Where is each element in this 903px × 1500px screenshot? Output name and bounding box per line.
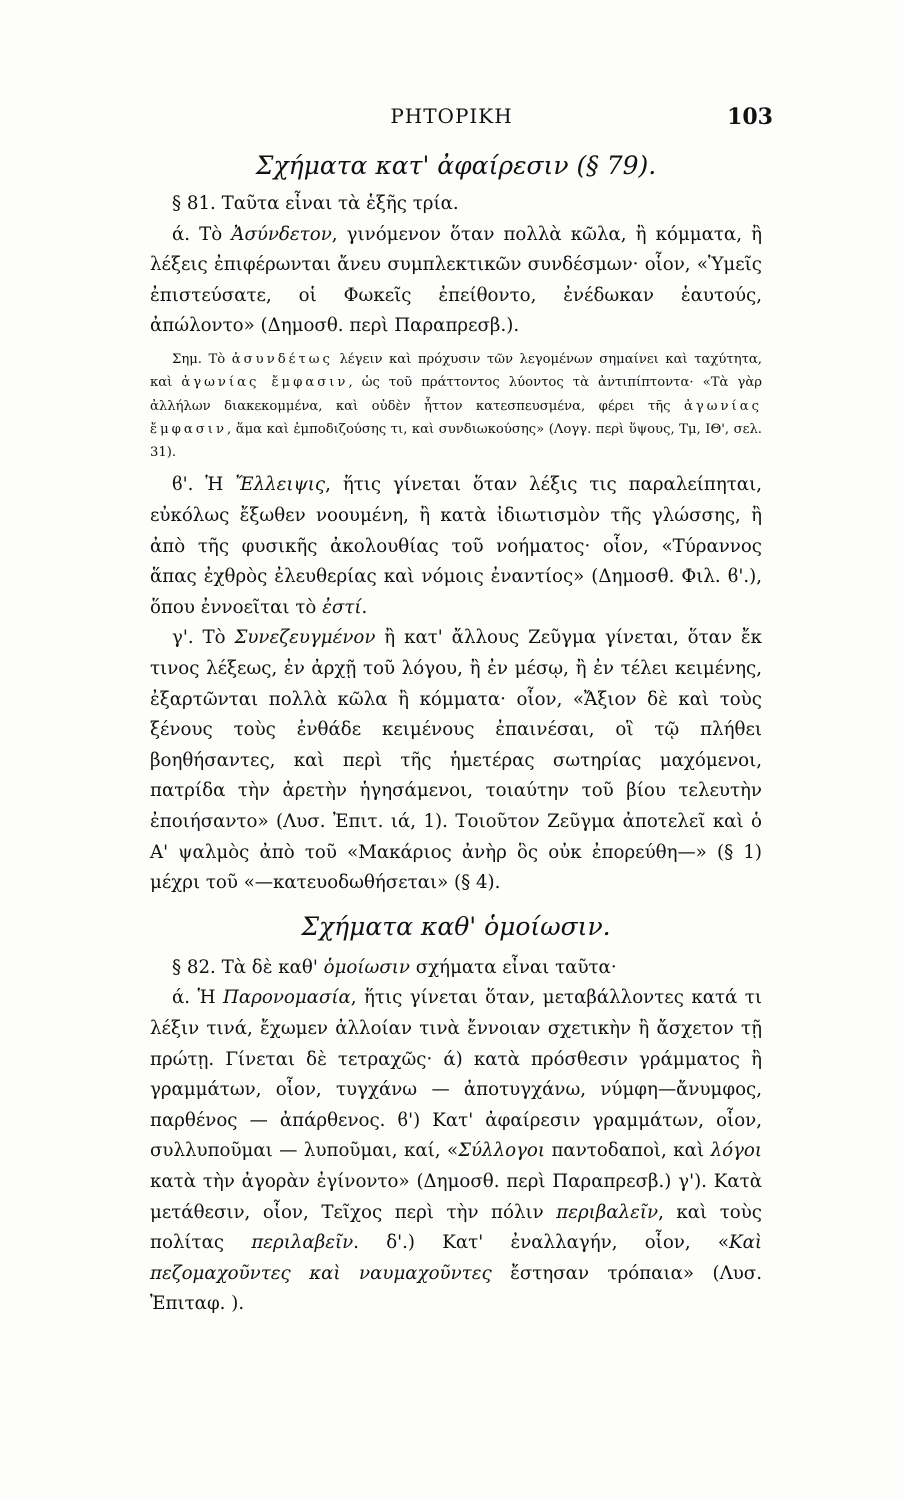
section-heading-homoiosis: Σχήματα καθ' ὁμοίωσιν. <box>301 911 611 941</box>
note-text: , ἅμα καὶ ἐμποδιζούσης τι, καὶ συνδιωκούσης» (Λογγ. περὶ ὕψους, Τμ, ΙΘ', σελ. 31). <box>150 421 762 461</box>
page-body <box>150 148 762 1320</box>
page-header <box>0 104 903 134</box>
paragraph-text: , γινόμενον ὅταν πολλὰ κῶλα, ἢ κόμματα, ἢ λέξεις ἐπιφέρωνται ἄνευ συμπλεκτικῶν συνδέσμων· οἷον, «Ὑμεῖς ἐπιστεύσατε, οἱ Φωκεῖς ἐπείθοντο, ἐνέδωκαν ἑαυτούς, ἀπώλοντο» (Δημοσθ. περὶ Παραπρεσβ.). <box>150 223 762 337</box>
note-text: λέγειν καὶ πρόχυσιν τῶν λεγομένων σημαίνει καὶ ταχύτητα, καὶ <box>150 351 762 391</box>
paragraph-text: . <box>361 596 368 618</box>
paragraph-text: , καὶ τοὺς πολίτας <box>150 1201 762 1254</box>
term-logoi: λόγοι <box>710 1140 762 1162</box>
paragraph-text: , ἥτις γίνεται ὅταν, μεταβάλλοντες κατά τι λέξιν τινά, ἔχωμεν ἀλλοίαν τινὰ ἔννοιαν σχετικὴν ἢ ἄσχετον τῇ πρώτῃ. Γίνεται δὲ τετραχῶς· ά) κατὰ πρόσθεσιν γράμματος ἢ γραμμάτων, οἷον, τυγχάνω — ἀποτυγχάνω, νύμφη—ἄνυμφος, παρθένος — ἀπάρθενος. ϐ') Κατ' ἀφαίρεσιν γραμμάτων, οἷον, συλλυποῦμαι — λυποῦμαι, καί, « <box>150 987 762 1162</box>
note-spaced-term: ἀγωνίας ἔμφασιν <box>181 375 349 391</box>
item-label: γ'. Τὸ <box>172 627 235 649</box>
term-homoiosin: ὁμοίωσιν <box>323 956 410 978</box>
note-spaced-term: ἀσυνδέτως <box>231 351 333 367</box>
section-heading-aphairesis: Σχήματα κατ' ἀφαίρεσιν (§ 79). <box>255 151 657 180</box>
paragraph-asyndeton <box>150 220 762 342</box>
paragraph-zeugma <box>150 623 762 898</box>
paragraph-text: κατὰ τὴν ἀγορὰν ἐγίνοντο» (Δημοσθ. περὶ Παραπρεσβ.) γ'). Κατὰ μετάθεσιν, οἷον, Τεῖχος περὶ τὴν πόλιν <box>150 1170 762 1223</box>
term-syllogoi: Σύλλογοι <box>458 1140 545 1162</box>
paragraph-text: § 82. Τὰ δὲ καθ' <box>172 956 324 978</box>
paragraph-text: ἢ κατ' ἄλλους Ζεῦγμα γίνεται, ὅταν ἔκ τινος λέξεως, ἐν ἀρχῇ τοῦ λόγου, ἢ ἐν μέσῳ, ἢ ἐν τέλει κειμένης, ἐξαρτῶνται πολλὰ κῶλα ἢ κόμματα· οἷον, «Ἄξιον δὲ καὶ τοὺς ξένους τοὺς ἐνθάδε κειμένους ἐπαινέσαι, οἳ τῷ πλήθει βοηθήσαντες, καὶ περὶ τῆς ἡμετέρας σωτηρίας μαχόμενοι, πατρίδα τὴν ἀρετὴν ἡγησάμενοι, τοιαύτην τοῦ βίου τελευτὴν ἐποιήσαντο» (Λυσ. Ἐπιτ. ιά, 1). Τοιοῦτον Ζεῦγμα ἀποτελεῖ καὶ ὁ Α' ψαλμὸς ἀπὸ τοῦ «Μακάριος ἀνὴρ ὃς οὐκ ἐπορεύθη—» (§ 1) μέχρι τοῦ «—κατευοδωθήσεται» (§ 4). <box>150 627 763 894</box>
paragraph-82 <box>150 953 762 984</box>
paragraph-ellipsis <box>150 470 762 623</box>
paragraph-text: παντοδαποὶ, καὶ <box>545 1140 711 1162</box>
paragraph-81: § 81. Ταῦτα εἶναι τὰ ἑξῆς τρία. <box>172 193 459 214</box>
term-paronomasia: Παρονομασία <box>223 987 351 1009</box>
item-label: ά. Ἡ <box>172 987 224 1009</box>
term-esti: ἐστί <box>322 596 362 618</box>
term-synezeugmenon: Συνεζευγμένον <box>234 627 376 649</box>
page-number: 103 <box>727 104 773 130</box>
note-text: , ὡς τοῦ πράττοντος λύοντος τὰ ἀντιπίπτοντα· «Τὰ γὰρ ἀλλήλων διακεκομμένα, καὶ οὐδὲν ἧττον κατεσπευσμένα, φέρει τῆς <box>150 375 763 414</box>
term-ellipsis: Ἔλλειψις <box>235 474 326 496</box>
paragraph-text: ἔστησαν τρόπαια» (Λυσ. Ἐπιταφ. ). <box>150 1262 762 1315</box>
term-peribalein: περιβαλεῖν <box>556 1201 659 1223</box>
paragraph-text: σχήματα εἶναι ταῦτα· <box>409 956 617 978</box>
item-label: ά. Τὸ <box>172 223 232 245</box>
item-label: ϐ'. Ἡ <box>172 474 236 496</box>
running-title: ΡΗΤΟΡΙΚΗ <box>390 104 513 128</box>
note-text: Σημ. Τὸ <box>172 351 232 367</box>
term-pezomachountes: Καὶ πεζομαχοῦντες καὶ ναυμαχοῦντες <box>150 1232 762 1284</box>
paragraph-text: . δ'.) Κατ' ἐναλλαγήν, οἷον, « <box>353 1232 729 1254</box>
paragraph-paronomasia <box>150 983 762 1320</box>
term-perilabein: περιλαβεῖν <box>251 1232 354 1254</box>
note-spaced-term: ἀγωνίας ἔμφασιν <box>150 398 762 437</box>
term-asyndeton: Ἀσύνδετον <box>231 223 332 245</box>
paragraph-text: , ἥτις γίνεται ὅταν λέξις τις παραλείπηται, εὐκόλως ἔξωθεν νοουμένη, ἢ κατὰ ἰδιωτισμὸν τῆς γλώσσης, ἢ ἀπὸ τῆς φυσικῆς ἀκολουθίας τοῦ νοήματος· οἷον, «Τύραννος ἅπας ἐχθρὸς ἐλευθερίας καὶ νόμοις ἐναντίος» (Δημοσθ. Φιλ. ϐ'.), ὅπου ἐννοεῖται τὸ <box>150 474 763 618</box>
footnote-remark <box>150 348 762 464</box>
